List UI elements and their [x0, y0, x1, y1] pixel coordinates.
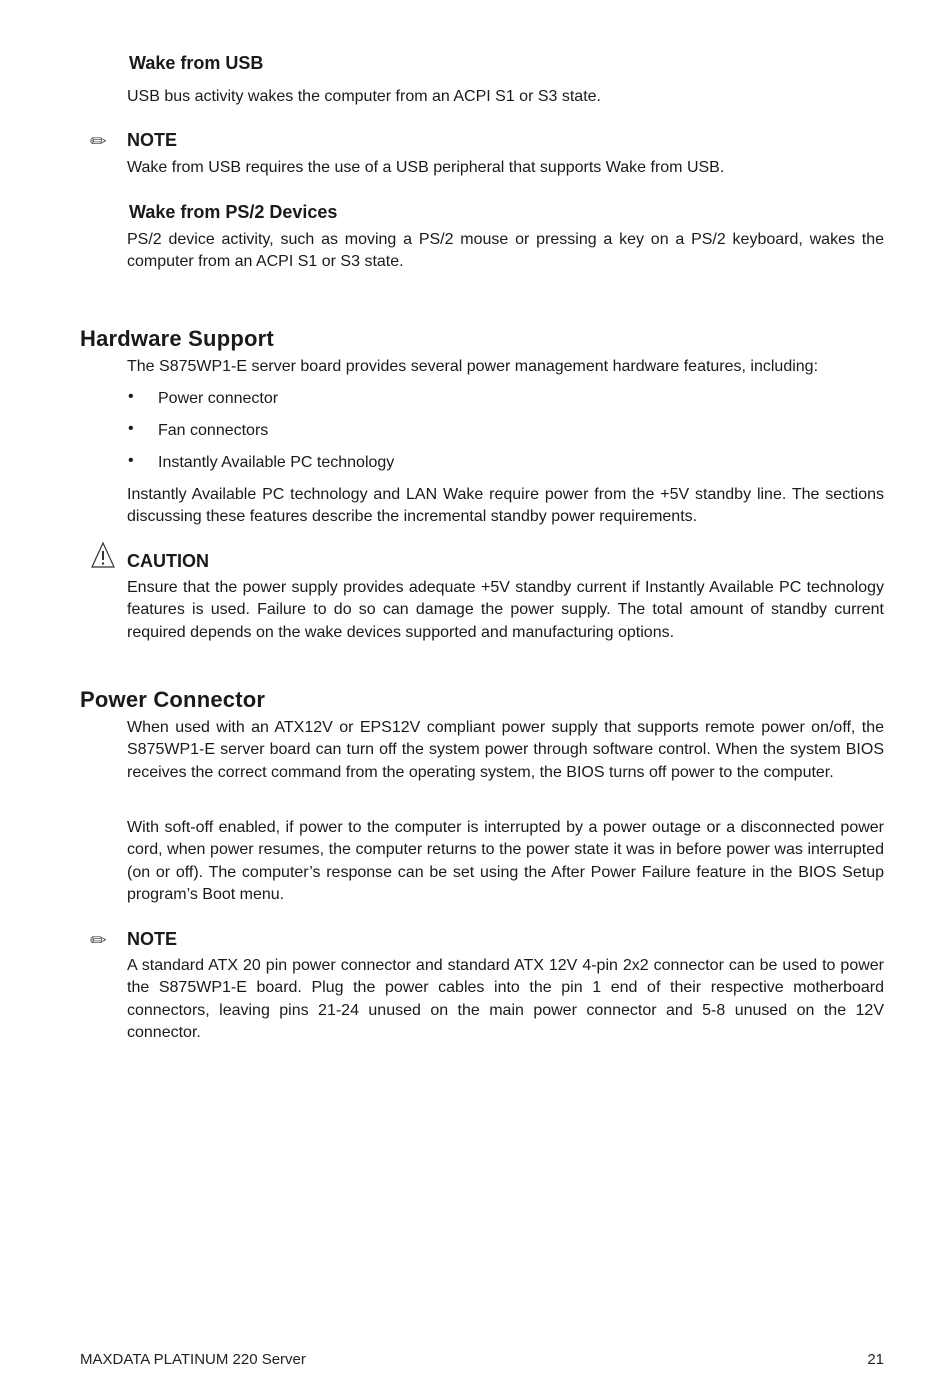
section-heading-hardware-support: Hardware Support	[80, 326, 274, 351]
section-heading-wake-ps2: Wake from PS/2 Devices	[129, 202, 338, 222]
list-item: Fan connectors	[158, 422, 269, 439]
wake-usb-text: USB bus activity wakes the computer from an ACPI S1 or S3 state.	[127, 88, 601, 105]
warning-triangle-icon	[90, 541, 116, 569]
hardware-support-text: Instantly Available PC technology and LAN Wake require power from the +5V standby line. The sections discussing these features describe the incremental standby power requirements.	[127, 486, 884, 526]
section-heading-wake-usb: Wake from USB	[129, 53, 264, 73]
note-label: NOTE	[127, 929, 178, 949]
note-label: NOTE	[127, 130, 178, 150]
caution-text: Ensure that the power supply provides adequate +5V standby current if Instantly Available PC technology features is used. Failure to do so can damage the power supply. The total amount of standby current required depends on the wake devices supported and manufacturing options.	[127, 579, 884, 641]
bullet-icon: •	[128, 420, 134, 437]
hardware-support-intro: The S875WP1-E server board provides several power management hardware features, including:	[127, 358, 819, 375]
section-heading-power-connector: Power Connector	[80, 687, 266, 712]
note-text: A standard ATX 20 pin power connector and standard ATX 12V 4-pin 2x2 connector can be used to power the S875WP1-E board. Plug the power cables into the pin 1 end of their respective motherboard connectors, leaving pins 21-24 unused on the main power connector and 5-8 unused on the 12V connector.	[127, 957, 884, 1042]
power-connector-paragraph-2: With soft-off enabled, if power to the computer is interrupted by a power outage or a disconnected power cord, when power resumes, the computer returns to the power state it was in before power was interrupted (on or off). The computer’s response can be set using the After Power Failure feature in the BIOS Setup program’s Boot menu.	[127, 819, 884, 904]
pencil-icon: ✏	[90, 131, 107, 153]
note-text: Wake from USB requires the use of a USB peripheral that supports Wake from USB.	[127, 159, 725, 176]
power-connector-paragraph-1: When used with an ATX12V or EPS12V compliant power supply that supports remote power on/off, the S875WP1-E server board can turn off the system power through software control. When the system BIOS receives the correct command from the operating system, the BIOS turns off power to the computer.	[127, 719, 884, 781]
bullet-icon: •	[128, 452, 134, 469]
bullet-icon: •	[128, 388, 134, 405]
page-number: 21	[867, 1351, 884, 1368]
list-item: Instantly Available PC technology	[158, 454, 395, 471]
list-item: Power connector	[158, 390, 279, 407]
footer-title: MAXDATA PLATINUM 220 Server	[80, 1351, 306, 1368]
pencil-icon: ✏	[90, 930, 107, 952]
caution-label: CAUTION	[127, 551, 209, 571]
wake-ps2-text: PS/2 device activity, such as moving a PS/2 mouse or pressing a key on a PS/2 keyboard, wakes the computer from an ACPI S1 or S3 state.	[127, 231, 884, 271]
